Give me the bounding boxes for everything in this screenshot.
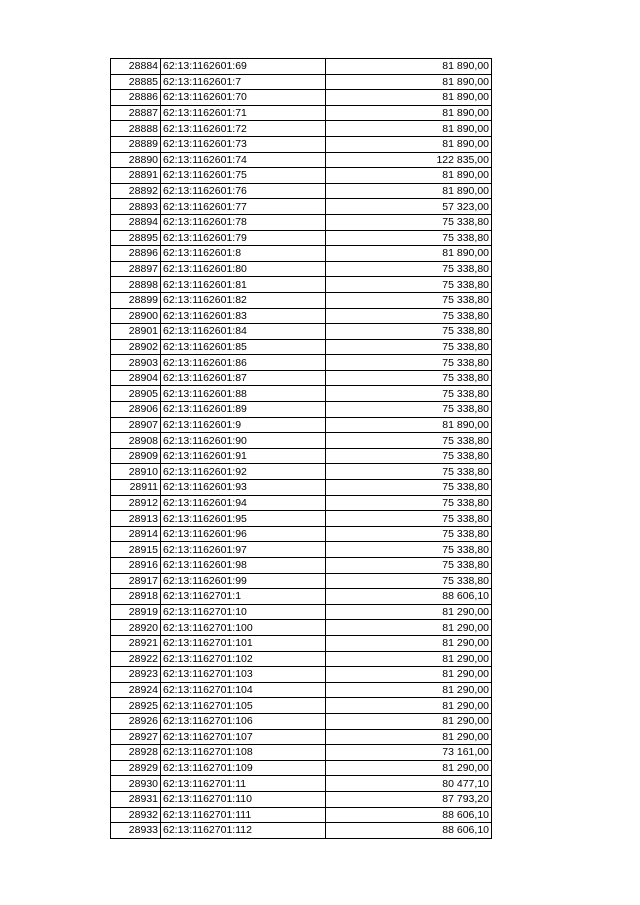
table-row	[111, 246, 492, 262]
value-cell: 75 338,80	[326, 355, 492, 371]
cadastral-number-cell: 62:13:1162701:106	[161, 713, 326, 729]
table-row	[111, 214, 492, 230]
cadastral-number-cell: 62:13:1162601:85	[161, 339, 326, 355]
row-number-cell: 28920	[111, 620, 161, 636]
cadastral-number-cell: 62:13:1162601:75	[161, 168, 326, 184]
table-row	[111, 261, 492, 277]
row-number-cell: 28933	[111, 823, 161, 839]
cadastral-number-cell: 62:13:1162601:97	[161, 542, 326, 558]
cadastral-number-cell: 62:13:1162601:80	[161, 261, 326, 277]
row-number-cell: 28889	[111, 136, 161, 152]
value-cell: 57 323,00	[326, 199, 492, 215]
cadastral-number-cell: 62:13:1162601:77	[161, 199, 326, 215]
row-number-cell: 28898	[111, 277, 161, 293]
table-row	[111, 136, 492, 152]
value-cell: 122 835,00	[326, 152, 492, 168]
cadastral-number-cell: 62:13:1162601:8	[161, 246, 326, 262]
table-row	[111, 59, 492, 75]
row-number-cell: 28932	[111, 807, 161, 823]
table-row	[111, 511, 492, 527]
table-row	[111, 745, 492, 761]
table-row	[111, 121, 492, 137]
table-row	[111, 698, 492, 714]
cadastral-number-cell: 62:13:1162601:69	[161, 59, 326, 75]
row-number-cell: 28888	[111, 121, 161, 137]
value-cell: 81 290,00	[326, 682, 492, 698]
cadastral-number-cell: 62:13:1162601:95	[161, 511, 326, 527]
table-row	[111, 183, 492, 199]
row-number-cell: 28918	[111, 589, 161, 605]
cadastral-number-cell: 62:13:1162601:93	[161, 480, 326, 496]
cadastral-number-cell: 62:13:1162701:104	[161, 682, 326, 698]
value-cell: 75 338,80	[326, 261, 492, 277]
table-row	[111, 90, 492, 106]
row-number-cell: 28886	[111, 90, 161, 106]
table-row	[111, 620, 492, 636]
value-cell: 81 890,00	[326, 417, 492, 433]
cadastral-number-cell: 62:13:1162601:71	[161, 105, 326, 121]
cadastral-number-cell: 62:13:1162601:90	[161, 433, 326, 449]
cadastral-number-cell: 62:13:1162601:73	[161, 136, 326, 152]
row-number-cell: 28910	[111, 464, 161, 480]
value-cell: 75 338,80	[326, 214, 492, 230]
value-cell: 88 606,10	[326, 823, 492, 839]
value-cell: 81 890,00	[326, 90, 492, 106]
cadastral-value-table	[110, 58, 492, 839]
value-cell: 75 338,80	[326, 433, 492, 449]
table-row	[111, 495, 492, 511]
cadastral-number-cell: 62:13:1162601:7	[161, 74, 326, 90]
row-number-cell: 28901	[111, 324, 161, 340]
row-number-cell: 28913	[111, 511, 161, 527]
cadastral-number-cell: 62:13:1162701:105	[161, 698, 326, 714]
table-row	[111, 791, 492, 807]
table-row	[111, 324, 492, 340]
row-number-cell: 28923	[111, 667, 161, 683]
table-row	[111, 635, 492, 651]
cadastral-number-cell: 62:13:1162701:111	[161, 807, 326, 823]
row-number-cell: 28931	[111, 791, 161, 807]
value-cell: 81 890,00	[326, 168, 492, 184]
table-row	[111, 807, 492, 823]
value-cell: 75 338,80	[326, 308, 492, 324]
value-cell: 75 338,80	[326, 230, 492, 246]
value-cell: 81 890,00	[326, 59, 492, 75]
value-cell: 87 793,20	[326, 791, 492, 807]
row-number-cell: 28906	[111, 402, 161, 418]
row-number-cell: 28892	[111, 183, 161, 199]
row-number-cell: 28897	[111, 261, 161, 277]
row-number-cell: 28891	[111, 168, 161, 184]
row-number-cell: 28890	[111, 152, 161, 168]
row-number-cell: 28924	[111, 682, 161, 698]
value-cell: 81 890,00	[326, 246, 492, 262]
value-cell: 75 338,80	[326, 464, 492, 480]
value-cell: 75 338,80	[326, 402, 492, 418]
row-number-cell: 28895	[111, 230, 161, 246]
value-cell: 75 338,80	[326, 370, 492, 386]
row-number-cell: 28907	[111, 417, 161, 433]
table-row	[111, 386, 492, 402]
table-row	[111, 152, 492, 168]
value-cell: 88 606,10	[326, 807, 492, 823]
value-cell: 75 338,80	[326, 277, 492, 293]
table-row	[111, 667, 492, 683]
cadastral-number-cell: 62:13:1162701:101	[161, 635, 326, 651]
row-number-cell: 28922	[111, 651, 161, 667]
table-row	[111, 370, 492, 386]
cadastral-number-cell: 62:13:1162601:91	[161, 448, 326, 464]
value-cell: 75 338,80	[326, 542, 492, 558]
row-number-cell: 28925	[111, 698, 161, 714]
row-number-cell: 28887	[111, 105, 161, 121]
cadastral-number-cell: 62:13:1162601:78	[161, 214, 326, 230]
value-cell: 88 606,10	[326, 589, 492, 605]
row-number-cell: 28904	[111, 370, 161, 386]
value-cell: 80 477,10	[326, 776, 492, 792]
table-row	[111, 542, 492, 558]
cadastral-number-cell: 62:13:1162601:87	[161, 370, 326, 386]
cadastral-number-cell: 62:13:1162601:74	[161, 152, 326, 168]
table-row	[111, 526, 492, 542]
cadastral-number-cell: 62:13:1162701:109	[161, 760, 326, 776]
value-cell: 75 338,80	[326, 526, 492, 542]
row-number-cell: 28930	[111, 776, 161, 792]
table-row	[111, 573, 492, 589]
table-row	[111, 651, 492, 667]
cadastral-number-cell: 62:13:1162701:1	[161, 589, 326, 605]
cadastral-number-cell: 62:13:1162601:70	[161, 90, 326, 106]
table-row	[111, 604, 492, 620]
cadastral-number-cell: 62:13:1162701:112	[161, 823, 326, 839]
cadastral-number-cell: 62:13:1162701:10	[161, 604, 326, 620]
value-cell: 81 290,00	[326, 729, 492, 745]
value-cell: 81 290,00	[326, 713, 492, 729]
cadastral-number-cell: 62:13:1162601:82	[161, 292, 326, 308]
table-row	[111, 277, 492, 293]
value-cell: 81 890,00	[326, 136, 492, 152]
value-cell: 81 890,00	[326, 105, 492, 121]
row-number-cell: 28908	[111, 433, 161, 449]
row-number-cell: 28902	[111, 339, 161, 355]
row-number-cell: 28899	[111, 292, 161, 308]
row-number-cell: 28912	[111, 495, 161, 511]
table-row	[111, 448, 492, 464]
table-row	[111, 823, 492, 839]
row-number-cell: 28911	[111, 480, 161, 496]
table-body	[111, 59, 492, 839]
cadastral-number-cell: 62:13:1162601:84	[161, 324, 326, 340]
cadastral-number-cell: 62:13:1162601:9	[161, 417, 326, 433]
table-row	[111, 199, 492, 215]
table-row	[111, 339, 492, 355]
table-row	[111, 464, 492, 480]
row-number-cell: 28921	[111, 635, 161, 651]
value-cell: 81 290,00	[326, 760, 492, 776]
row-number-cell: 28927	[111, 729, 161, 745]
table-row	[111, 713, 492, 729]
cadastral-number-cell: 62:13:1162601:72	[161, 121, 326, 137]
table-row	[111, 589, 492, 605]
table-row	[111, 682, 492, 698]
row-number-cell: 28893	[111, 199, 161, 215]
cadastral-number-cell: 62:13:1162601:89	[161, 402, 326, 418]
row-number-cell: 28884	[111, 59, 161, 75]
value-cell: 75 338,80	[326, 386, 492, 402]
value-cell: 81 890,00	[326, 183, 492, 199]
table-row	[111, 760, 492, 776]
cadastral-number-cell: 62:13:1162601:88	[161, 386, 326, 402]
row-number-cell: 28916	[111, 558, 161, 574]
cadastral-number-cell: 62:13:1162701:108	[161, 745, 326, 761]
cadastral-number-cell: 62:13:1162601:99	[161, 573, 326, 589]
table-row	[111, 308, 492, 324]
value-cell: 73 161,00	[326, 745, 492, 761]
value-cell: 75 338,80	[326, 495, 492, 511]
table-row	[111, 729, 492, 745]
value-cell: 75 338,80	[326, 480, 492, 496]
cadastral-number-cell: 62:13:1162701:103	[161, 667, 326, 683]
table-row	[111, 292, 492, 308]
table-row	[111, 105, 492, 121]
row-number-cell: 28926	[111, 713, 161, 729]
value-cell: 81 290,00	[326, 635, 492, 651]
cadastral-number-cell: 62:13:1162601:83	[161, 308, 326, 324]
table-row	[111, 402, 492, 418]
row-number-cell: 28885	[111, 74, 161, 90]
cadastral-number-cell: 62:13:1162601:81	[161, 277, 326, 293]
row-number-cell: 28928	[111, 745, 161, 761]
row-number-cell: 28929	[111, 760, 161, 776]
table-row	[111, 355, 492, 371]
table-row	[111, 168, 492, 184]
value-cell: 75 338,80	[326, 511, 492, 527]
value-cell: 75 338,80	[326, 339, 492, 355]
cadastral-number-cell: 62:13:1162701:110	[161, 791, 326, 807]
row-number-cell: 28919	[111, 604, 161, 620]
cadastral-number-cell: 62:13:1162601:94	[161, 495, 326, 511]
cadastral-number-cell: 62:13:1162701:11	[161, 776, 326, 792]
row-number-cell: 28896	[111, 246, 161, 262]
cadastral-number-cell: 62:13:1162601:92	[161, 464, 326, 480]
row-number-cell: 28905	[111, 386, 161, 402]
cadastral-number-cell: 62:13:1162601:86	[161, 355, 326, 371]
table-row	[111, 558, 492, 574]
row-number-cell: 28915	[111, 542, 161, 558]
value-cell: 75 338,80	[326, 558, 492, 574]
value-cell: 75 338,80	[326, 324, 492, 340]
cadastral-number-cell: 62:13:1162701:100	[161, 620, 326, 636]
row-number-cell: 28894	[111, 214, 161, 230]
row-number-cell: 28900	[111, 308, 161, 324]
value-cell: 81 890,00	[326, 121, 492, 137]
cadastral-number-cell: 62:13:1162601:79	[161, 230, 326, 246]
table-row	[111, 480, 492, 496]
table-row	[111, 230, 492, 246]
row-number-cell: 28909	[111, 448, 161, 464]
cadastral-number-cell: 62:13:1162601:76	[161, 183, 326, 199]
value-cell: 81 290,00	[326, 651, 492, 667]
table-row	[111, 433, 492, 449]
value-cell: 81 890,00	[326, 74, 492, 90]
table-row	[111, 776, 492, 792]
cadastral-number-cell: 62:13:1162701:107	[161, 729, 326, 745]
cadastral-number-cell: 62:13:1162601:98	[161, 558, 326, 574]
value-cell: 81 290,00	[326, 620, 492, 636]
row-number-cell: 28914	[111, 526, 161, 542]
value-cell: 75 338,80	[326, 292, 492, 308]
value-cell: 75 338,80	[326, 573, 492, 589]
table-row	[111, 417, 492, 433]
value-cell: 81 290,00	[326, 698, 492, 714]
value-cell: 75 338,80	[326, 448, 492, 464]
value-cell: 81 290,00	[326, 667, 492, 683]
row-number-cell: 28917	[111, 573, 161, 589]
cadastral-number-cell: 62:13:1162601:96	[161, 526, 326, 542]
row-number-cell: 28903	[111, 355, 161, 371]
table-row	[111, 74, 492, 90]
cadastral-number-cell: 62:13:1162701:102	[161, 651, 326, 667]
value-cell: 81 290,00	[326, 604, 492, 620]
